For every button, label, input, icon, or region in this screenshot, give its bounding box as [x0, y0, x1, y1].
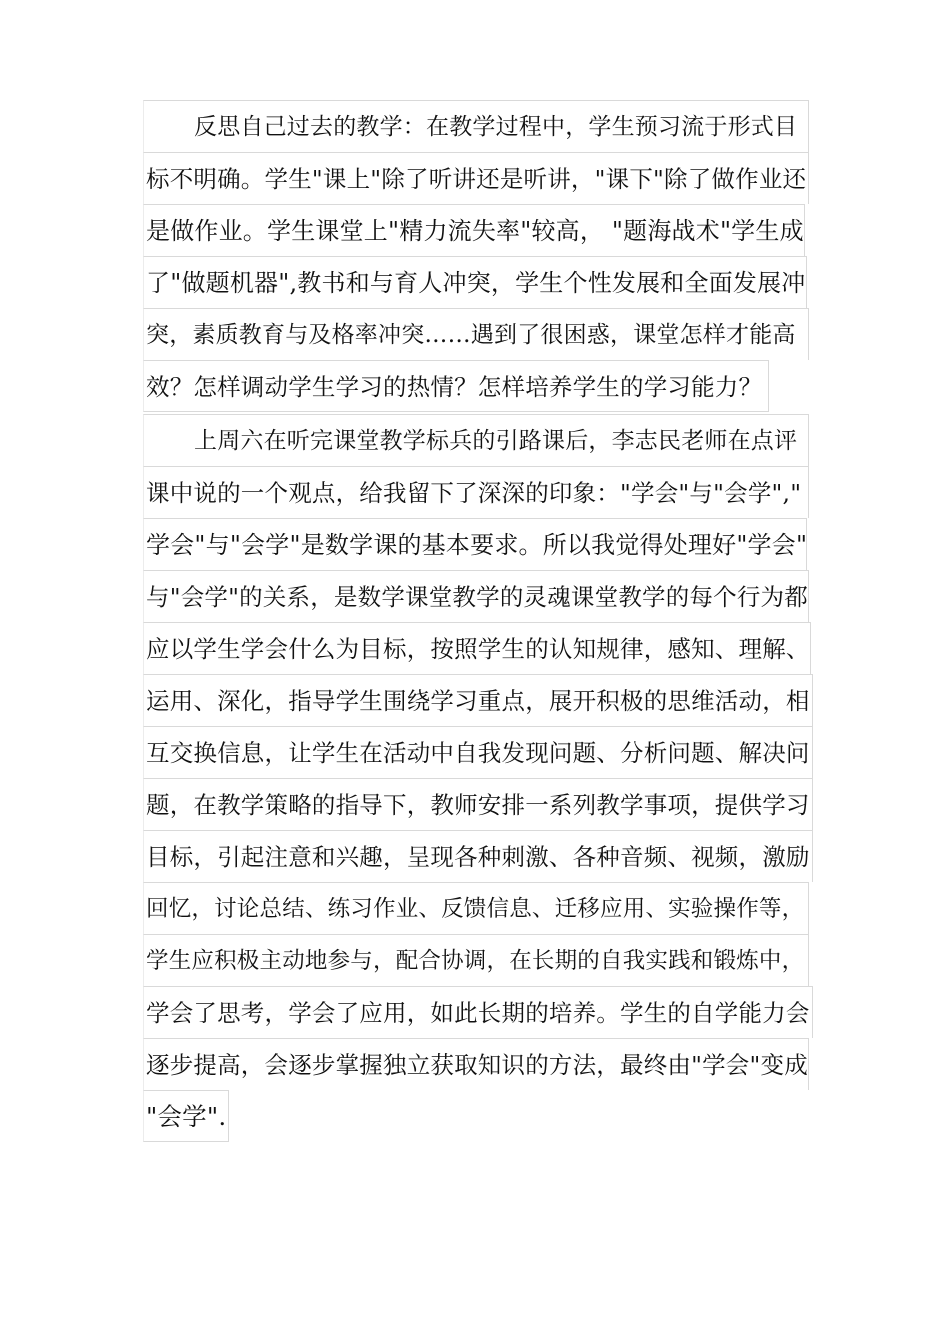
text-line: 学会了思考，学会了应用，如此长期的培养。学生的自学能力会 — [143, 986, 813, 1038]
text-line: 运用、深化，指导学生围绕学习重点，展开积极的思维活动，相 — [143, 674, 813, 726]
text-line: 了"做题机器",教书和与育人冲突，学生个性发展和全面发展冲 — [143, 256, 807, 308]
paragraph-reflection — [143, 100, 809, 412]
text-line: 与"会学"的关系，是数学课堂教学的灵魂课堂教学的每个行为都 — [143, 570, 809, 622]
text-line: 上周六在听完课堂教学标兵的引路课后，李志民老师在点评 — [143, 414, 809, 466]
text-line: 课中说的一个观点，给我留下了深深的印象："学会"与"会学"," — [143, 466, 809, 518]
text-line: 回忆，讨论总结、练习作业、反馈信息、迁移应用、实验操作等， — [143, 882, 809, 934]
text-line: 是做作业。学生课堂上"精力流失率"较高， "题海战术"学生成 — [143, 204, 805, 256]
text-line: 学生应积极主动地参与，配合协调，在长期的自我实践和锻炼中， — [143, 934, 809, 986]
text-line: 互交换信息，让学生在活动中自我发现问题、分析问题、解决问 — [143, 726, 813, 778]
text-line: 突，素质教育与及格率冲突……遇到了很困惑，课堂怎样才能高 — [143, 308, 809, 360]
text-line: 标不明确。学生"课上"除了听讲还是听讲，"课下"除了做作业还 — [143, 152, 809, 204]
text-line: "会学". — [143, 1090, 229, 1142]
text-line: 应以学生学会什么为目标，按照学生的认知规律，感知、理解、 — [143, 622, 811, 674]
text-line: 学会"与"会学"是数学课的基本要求。所以我觉得处理好"学会" — [143, 518, 807, 570]
text-line: 题，在教学策略的指导下，教师安排一系列教学事项，提供学习 — [143, 778, 813, 830]
text-line: 反思自己过去的教学：在教学过程中，学生预习流于形式目 — [143, 100, 809, 152]
text-line: 逐步提高，会逐步掌握独立获取知识的方法，最终由"学会"变成 — [143, 1038, 809, 1090]
text-line: 目标，引起注意和兴趣，呈现各种刺激、各种音频、视频，激励 — [143, 830, 813, 882]
text-line: 效？怎样调动学生学习的热情？怎样培养学生的学习能力？ — [143, 360, 769, 412]
paragraph-lecture-notes — [143, 414, 813, 1142]
